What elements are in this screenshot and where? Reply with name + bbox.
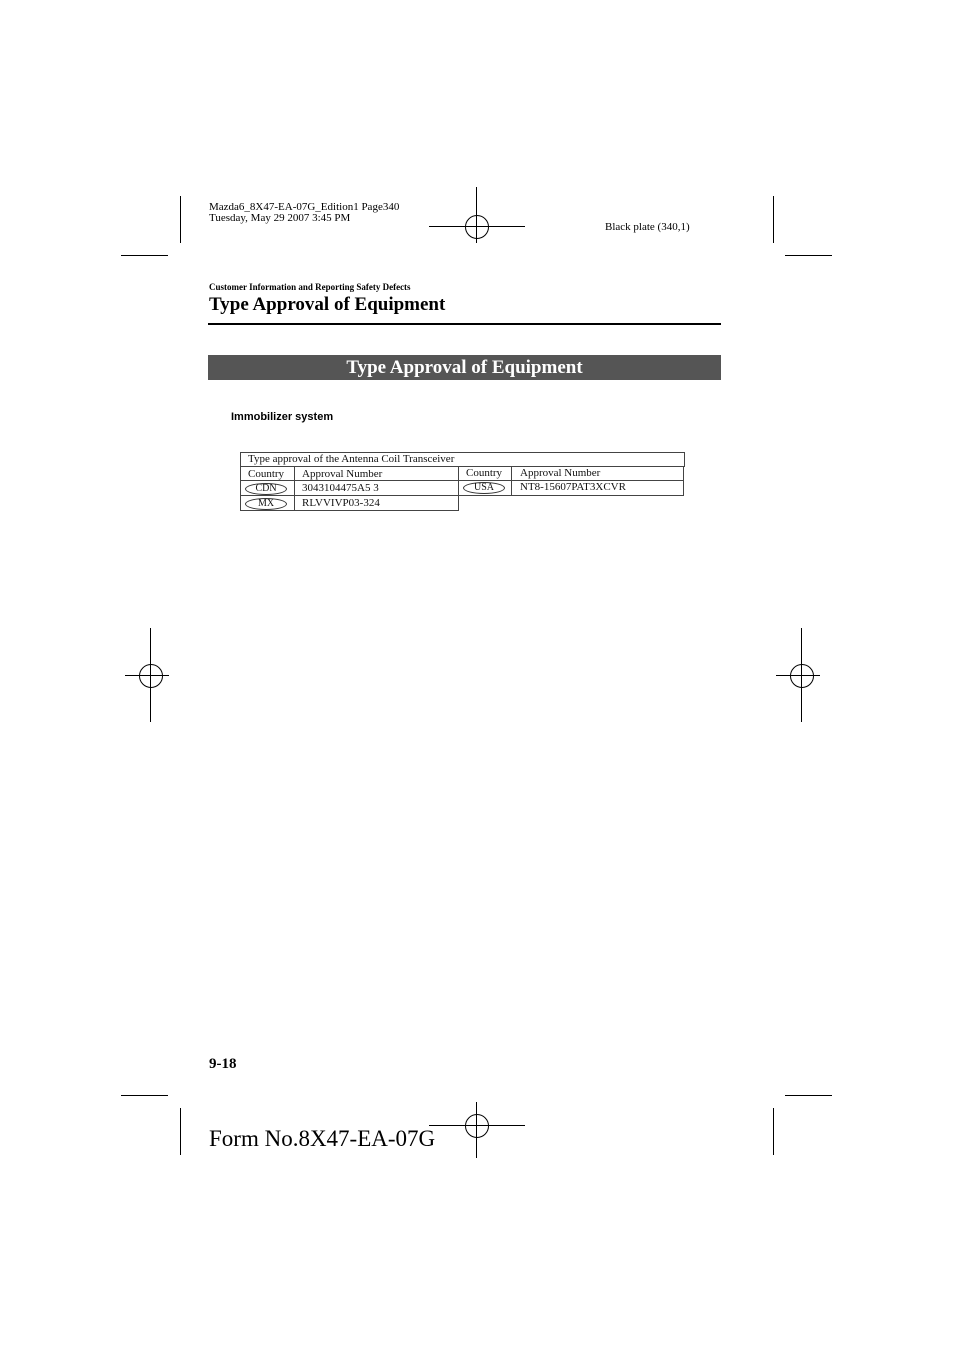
approval-number: NT8-15607PAT3XCVR [520, 481, 626, 493]
heading-divider [208, 323, 721, 325]
approval-number: RLVVIVP03-324 [302, 497, 380, 509]
column-header-approval: Approval Number [520, 467, 601, 479]
country-badge: CDN [245, 483, 287, 495]
crop-mark [773, 1108, 774, 1155]
section-label: Customer Information and Reporting Safety Defects [209, 282, 411, 292]
column-header-approval: Approval Number [302, 468, 383, 480]
section-banner: Type Approval of Equipment [208, 355, 721, 380]
immobilizer-heading: Immobilizer system [231, 411, 334, 423]
crop-mark [180, 1108, 181, 1155]
crop-mark [785, 1095, 832, 1096]
registration-mark-icon [457, 1106, 497, 1146]
plate-label: Black plate (340,1) [605, 221, 690, 233]
table-caption: Type approval of the Antenna Coil Transceiver [248, 453, 455, 465]
form-number: Form No.8X47-EA-07G [209, 1126, 436, 1151]
crop-mark [121, 1095, 168, 1096]
crop-mark [121, 255, 168, 256]
print-file-line: Mazda6_8X47-EA-07G_Edition1 Page340 [209, 201, 400, 213]
column-header-country: Country [466, 467, 503, 479]
page-number: 9-18 [209, 1056, 237, 1072]
column-header-country: Country [248, 468, 285, 480]
country-badge: USA [463, 482, 505, 494]
registration-mark-icon [131, 656, 171, 696]
page-title: Type Approval of Equipment [209, 294, 446, 315]
crop-mark [773, 196, 774, 243]
crop-mark [180, 196, 181, 243]
country-badge: MX [245, 498, 287, 510]
crop-mark [785, 255, 832, 256]
approval-number: 3043104475A5 3 [302, 482, 379, 494]
registration-mark-icon [782, 656, 822, 696]
registration-mark-icon [457, 207, 497, 247]
print-date-line: Tuesday, May 29 2007 3:45 PM [209, 212, 351, 224]
